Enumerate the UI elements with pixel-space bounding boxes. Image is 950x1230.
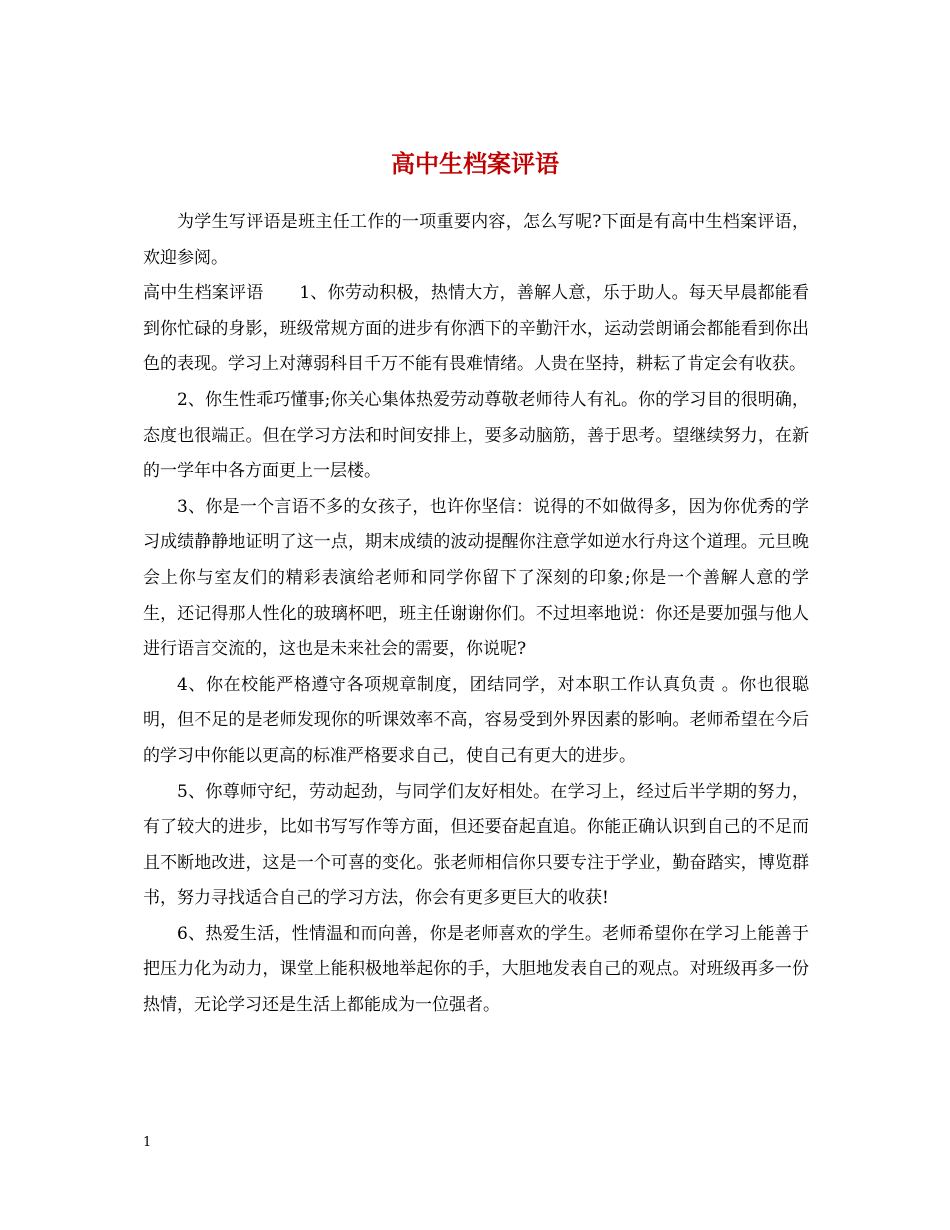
comment-paragraph-4: 4、你在校能严格遵守各项规章制度，团结同学，对本职工作认真负责 。你也很聪明，但不足的是老师发现你的听课效率不高，容易受到外界因素的影响。老师希望在今后的学习中你能以更高的标准严格要求自己，使自己有更大的进步。 — [143, 674, 809, 766]
intro-paragraph: 为学生写评语是班主任工作的一项重要内容，怎么写呢?下面是有高中生档案评语，欢迎参阅。 — [143, 212, 809, 268]
comment-paragraph-2: 2、你生性乖巧懂事;你关心集体热爱劳动尊敬老师待人有礼。你的学习目的很明确，态度也很端正。但在学习方法和时间安排上，要多动脑筋，善于思考。望继续努力，在新的一学年中各方面更上一层楼。 — [143, 389, 809, 482]
comment-item-1: 1、你劳动积极，热情大方，善解人意，乐于助人。每天早晨都能看到你忙碌的身影，班级常规方面的进步有你洒下的辛勤汗水，运动尝朗诵会都能看到你出色的表现。学习上对薄弱科目千万不能有畏难情绪。人贵在坚持，耕耘了肯定会有收获。 — [143, 283, 809, 375]
page-number: 1 — [143, 1135, 152, 1150]
section-label: 高中生档案评语 — [143, 283, 264, 304]
comment-paragraph-6: 6、热爱生活，性情温和而向善，你是老师喜欢的学生。老师希望你在学习上能善于把压力化为动力，课堂上能积极地举起你的手，大胆地发表自己的观点。对班级再多一份热情，无论学习还是生活上都能成为一位强者。 — [143, 923, 809, 1016]
comment-paragraph-5: 5、你尊师守纪，劳动起劲，与同学们友好相处。在学习上，经过后半学期的努力，有了较大的进步，比如书写写作等方面，但还要奋起直追。你能正确认识到自己的不足而且不断地改进，这是一个可喜的变化。张老师相信你只要专注于学业，勤奋踏实，博览群书，努力寻找适合自己的学习方法，你会有更多更巨大的收获! — [143, 781, 809, 909]
page-title: 高中生档案评语 — [391, 149, 559, 179]
document-body — [143, 205, 809, 1024]
comment-paragraph-1 — [143, 276, 809, 383]
comment-paragraph-3: 3、你是一个言语不多的女孩子，也许你坚信：说得的不如做得多，因为你优秀的学习成绩静静地证明了这一点，期末成绩的波动提醒你注意学如逆水行舟这个道理。元旦晚会上你与室友们的精彩表演给老师和同学你留下了深刻的印象;你是一个善解人意的学生，还记得那人性化的玻璃杯吧，班主任谢谢你们。不过坦率地说：你还是要加强与他人进行语言交流的，这也是未来社会的需要，你说呢? — [143, 496, 809, 660]
